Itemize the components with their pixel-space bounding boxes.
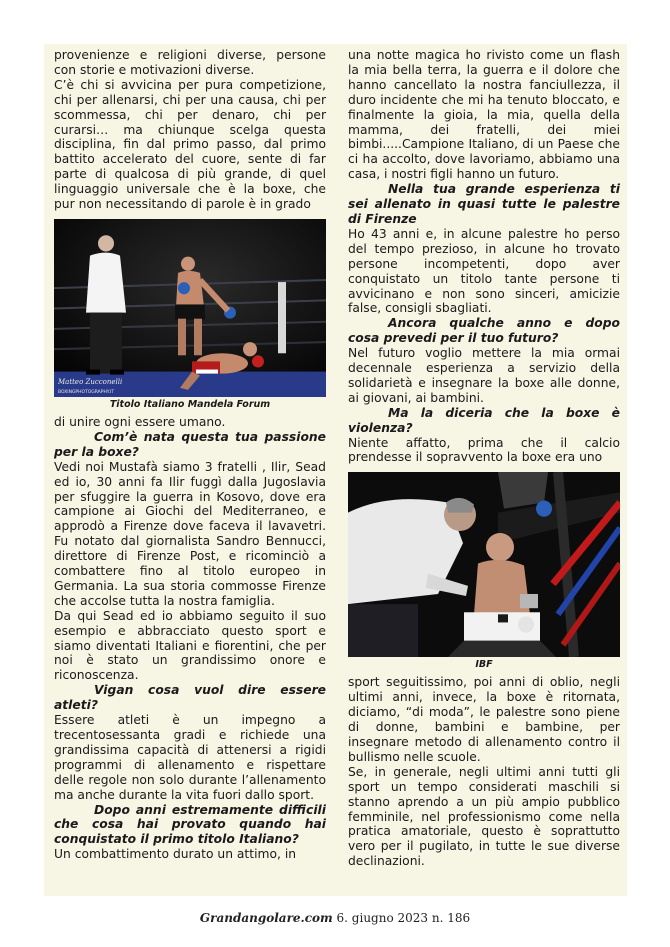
paragraph: provenienze e religioni diverse, persone con storie e motivazioni diverse. bbox=[54, 48, 326, 77]
article-column-right bbox=[348, 48, 620, 869]
figure-caption: Titolo Italiano Mandela Forum bbox=[109, 398, 271, 410]
interview-question: Vigan cosa vuol dire essere atleti? bbox=[54, 683, 326, 713]
paragraph: C’è chi si avvicina per pura competizione, chi per allenarsi, chi per una causa, chi per scommessa, chi per denaro, chi per curarsi… ma chiunque scelga questa disciplina, fin dal primo passo, dal primo battito accelerato del cuore, sente di far parte di qualcosa di più grande, di quel linguaggio universale che è la boxe, che pur non necessitando di parole è in grado bbox=[54, 77, 326, 212]
paragraph: Nel futuro voglio mettere la mia ormai decennale esperienza a servizio della solidarietà e insegnare la boxe alle donne, ai giovani, ai bambini. bbox=[348, 346, 620, 405]
photo-watermark: Matteo Zucconelli bbox=[58, 376, 123, 386]
interview-question: Dopo anni estremamente difficili che cosa hai provato quando hai conquistato il primo titolo Italiano? bbox=[54, 802, 326, 847]
interview-question: Nella tua grande esperienza ti sei allenato in quasi tutte le palestre di Firenze bbox=[348, 182, 620, 226]
paragraph: Da qui Sead ed io abbiamo seguito il suo esempio e abbracciato questo sport e siamo diventati Italiani e fiorentini, che per noi è stato un grandissimo onore e riconoscenza. bbox=[54, 608, 326, 683]
figure-photo1 bbox=[54, 219, 326, 411]
boxer-corner-photo bbox=[348, 472, 620, 657]
paragraph: sport seguitissimo, poi anni di oblio, negli ultimi anni, invece, la boxe è ritornata, diciamo, “di moda”, le palestre sono piene di donne, bambini e bambine, per insegnare metodo di allenamento contro il bullismo nelle scuole. bbox=[348, 675, 620, 764]
paragraph: una notte magica ho rivisto come un flash la mia bella terra, la guerra e il dolore che hanno cancellato la nostra fanciullezza, il duro incidente che mi ha tenuto bloccato, e finalmente la gioia, la mia, quella della mamma, dei fratelli, dei miei bimbi.....Campione Italiano, di un Paese che ci ha accolto, dove lavoriamo, abbiamo una casa, i nostri figli hanno un futuro. bbox=[348, 48, 620, 182]
paragraph: Se, in generale, negli ultimi anni tutti gli sport un tempo considerati maschili si stanno aprendo a un più ampio pubblico femminile, nel professionismo come nella pratica amatoriale, questo è soprattutto vero per il pugilato, in tutte le sue diverse declinazioni. bbox=[348, 764, 620, 869]
page-footer bbox=[0, 911, 670, 925]
paragraph: Niente affatto, prima che il calcio prendesse il sopravvento la boxe era uno bbox=[348, 435, 620, 465]
interview-question: Ma la diceria che la boxe è violenza? bbox=[348, 405, 620, 435]
footer-issue: 6. giugno 2023 n. 186 bbox=[336, 911, 471, 925]
figure-photo2 bbox=[348, 472, 620, 671]
paragraph: di unire ogni essere umano. bbox=[54, 414, 226, 429]
paragraph: Ho 43 anni e, in alcune palestre ho perso del tempo prezioso, in alcune ho trovato persone incompetenti, dopo aver conquistato un titolo tante persone ti avvicinano e non sono sinceri, amicizie false, consigli sbagliati. bbox=[348, 226, 620, 316]
article-column-left bbox=[54, 48, 326, 862]
figure-caption: IBF bbox=[475, 659, 493, 671]
paragraph: Essere atleti è un impegno a trecentosessanta gradi e richiede una grandissima capacità di attenersi a rigidi programmi di allenamento e rispettare delle regole non solo durante l’allenamento ma anche durante la vita fuori dallo sport. bbox=[54, 713, 326, 802]
figure-image bbox=[348, 472, 620, 657]
paragraph: Vedi noi Mustafà siamo 3 fratelli , Ilir, Sead ed io, 30 anni fa Ilir fuggì dalla Jugoslavia per sfuggire la guerra in Kosovo, dove era campione ai Giochi del Mediterraneo, e approdò a Firenze dove faceva il lavavetri. Fu notato dal giornalista Sandro Bennucci, direttore di Firenze Post, e ricominciò a combattere fino al titolo europeo in Germania. La sua storia commosse Firenze che accolse tutta la nostra famiglia. bbox=[54, 459, 326, 608]
figure-image bbox=[54, 219, 326, 397]
boxing-ring-photo bbox=[54, 219, 326, 397]
paragraph: Un combattimento durato un attimo, in bbox=[54, 847, 297, 862]
footer-brand: Grandangolare.com bbox=[199, 911, 333, 925]
interview-question: Com’è nata questa tua passione per la boxe? bbox=[54, 429, 326, 459]
interview-question: Ancora qualche anno e dopo cosa prevedi per il tuo futuro? bbox=[348, 316, 620, 346]
photo-watermark-url: BOXINGPHOTOGRAPHY.IT bbox=[58, 389, 115, 395]
